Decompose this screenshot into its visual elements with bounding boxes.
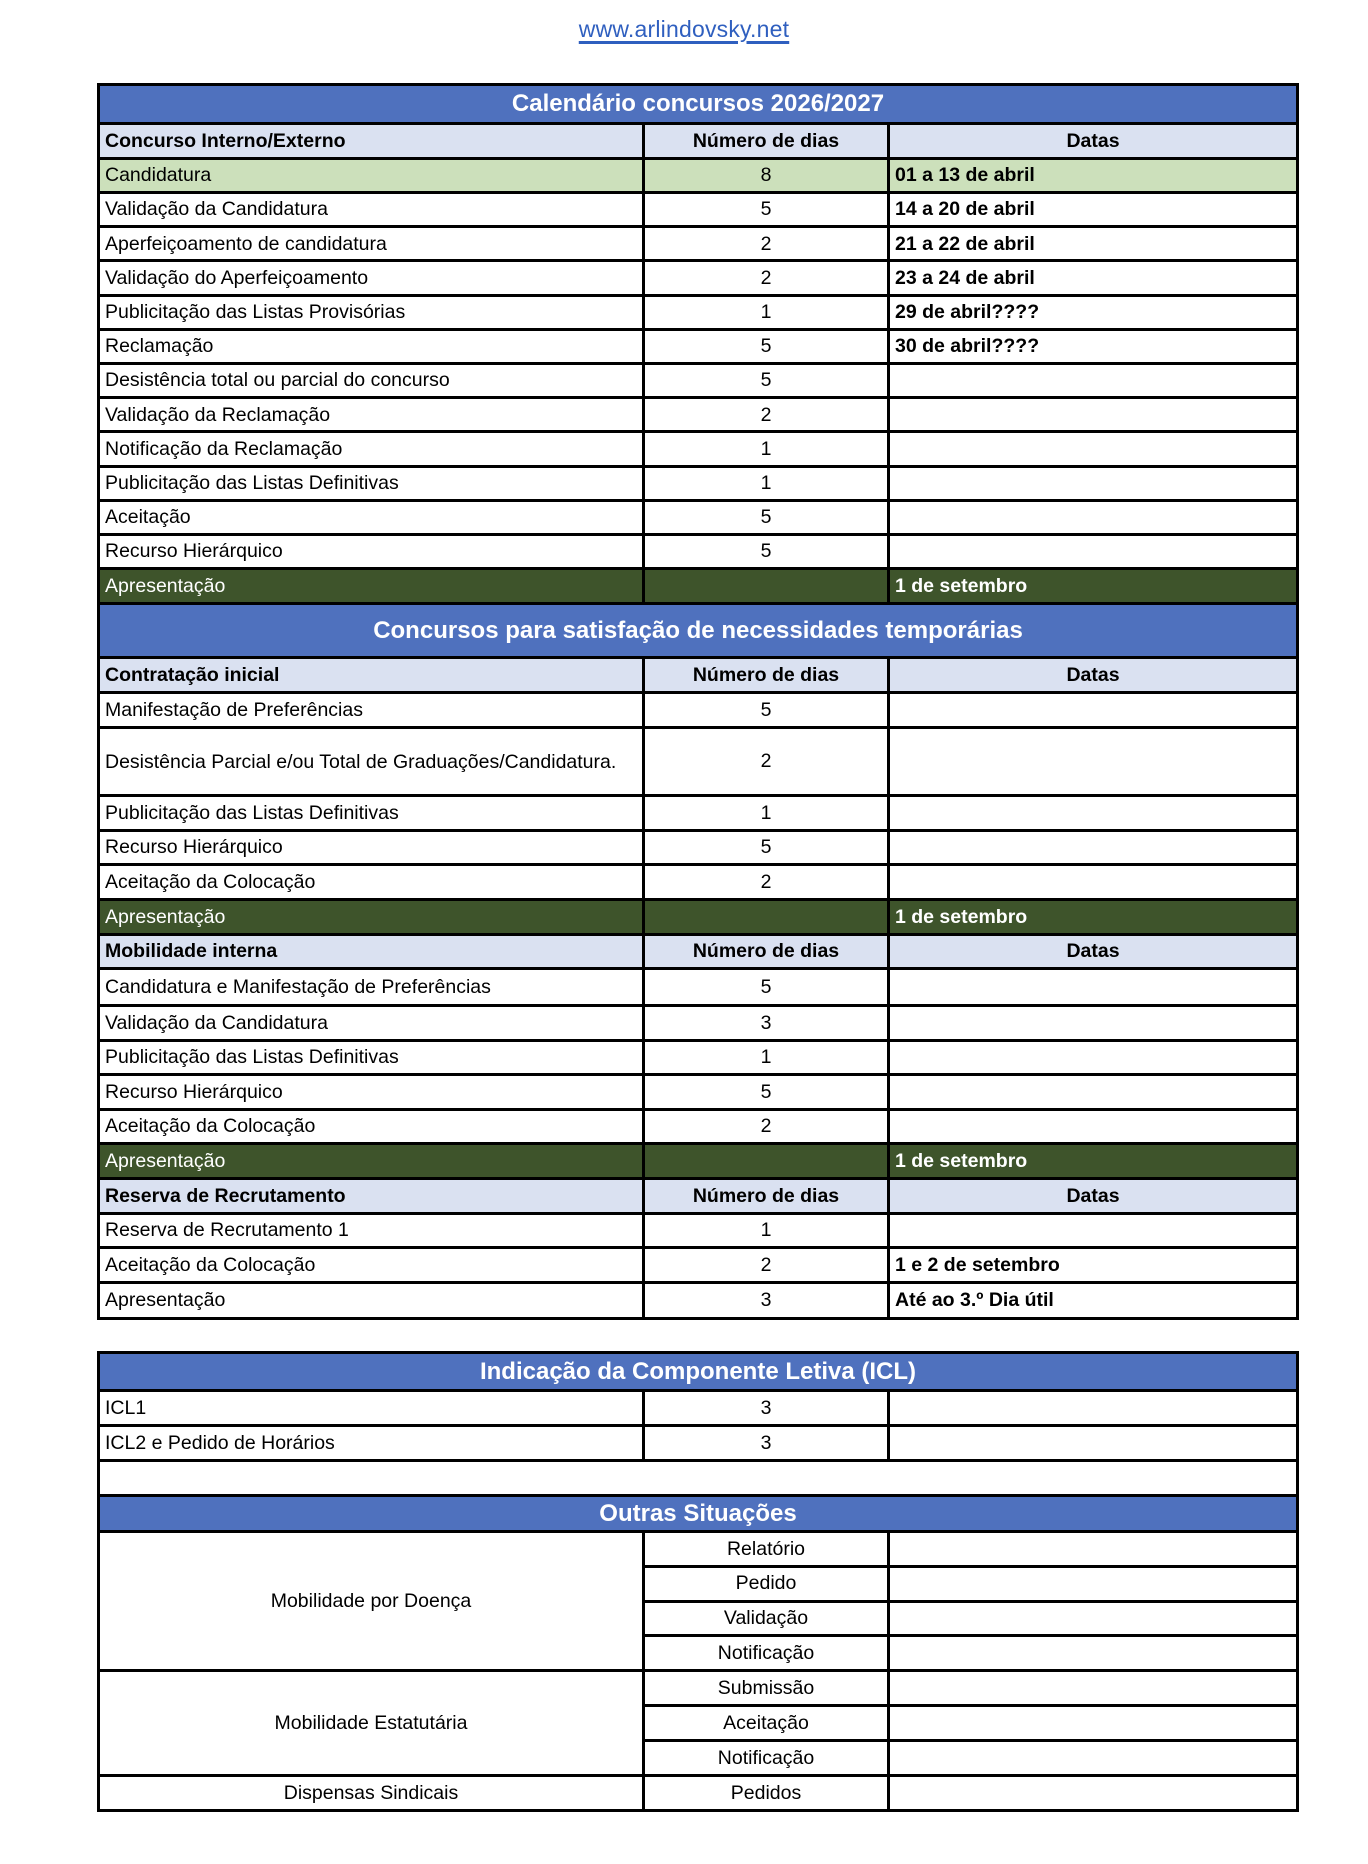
table-row <box>99 969 1298 1006</box>
apresentacao-days <box>644 569 889 604</box>
temporary-title-row <box>99 604 1298 658</box>
outras-row <box>99 1776 1298 1811</box>
row-label: Aceitação <box>99 500 644 534</box>
table-row <box>99 227 1298 261</box>
row-date <box>889 865 1298 900</box>
section-header-label: Concurso Interno/Externo <box>99 124 644 159</box>
row-date <box>889 466 1298 500</box>
outras-date <box>889 1671 1298 1706</box>
row-label: Validação da Candidatura <box>99 193 644 227</box>
table-row <box>99 432 1298 466</box>
row-days: 2 <box>644 398 889 432</box>
row-label: Recurso Hierárquico <box>99 1075 644 1110</box>
row-date <box>889 969 1298 1006</box>
row-date: 1 e 2 de setembro <box>889 1248 1298 1283</box>
row-label: Manifestação de Preferências <box>99 693 644 728</box>
section-header-row <box>99 124 1298 159</box>
row-days: 2 <box>644 227 889 261</box>
outras-date <box>889 1532 1298 1567</box>
row-label: Apresentação <box>99 1283 644 1319</box>
apresentacao-date: 1 de setembro <box>889 569 1298 604</box>
section-header-row <box>99 1179 1298 1214</box>
outras-group-label: Mobilidade Estatutária <box>99 1671 644 1776</box>
apresentacao-label: Apresentação <box>99 569 644 604</box>
column-header-dates: Datas <box>889 1179 1298 1214</box>
row-label: Validação da Candidatura <box>99 1006 644 1041</box>
row-date <box>889 500 1298 534</box>
row-label: Candidatura <box>99 159 644 193</box>
icl-label: ICL1 <box>99 1391 644 1426</box>
row-date <box>889 1006 1298 1041</box>
row-days: 3 <box>644 1283 889 1319</box>
row-date <box>889 363 1298 397</box>
row-label: Candidatura e Manifestação de Preferências <box>99 969 644 1006</box>
row-date: 14 a 20 de abril <box>889 193 1298 227</box>
outras-group-label: Mobilidade por Doença <box>99 1532 644 1671</box>
row-days: 5 <box>644 1075 889 1110</box>
table-row <box>99 398 1298 432</box>
outras-step: Submissão <box>644 1671 889 1706</box>
table-row <box>99 466 1298 500</box>
calendar-table <box>97 83 1299 1320</box>
section-header-label: Contratação inicial <box>99 658 644 693</box>
outras-date <box>889 1636 1298 1671</box>
section-header-row <box>99 935 1298 969</box>
section-header-row <box>99 658 1298 693</box>
icl-days: 3 <box>644 1426 889 1461</box>
row-date <box>889 1041 1298 1075</box>
row-days: 8 <box>644 159 889 193</box>
icl-date <box>889 1426 1298 1461</box>
icl-row <box>99 1391 1298 1426</box>
apresentacao-days <box>644 900 889 935</box>
row-label: Recurso Hierárquico <box>99 534 644 568</box>
outras-row <box>99 1671 1298 1706</box>
row-date <box>889 728 1298 796</box>
table-row <box>99 1214 1298 1248</box>
apresentacao-row <box>99 1144 1298 1179</box>
row-days: 5 <box>644 831 889 865</box>
outras-date <box>889 1741 1298 1776</box>
table-row <box>99 796 1298 831</box>
table-row <box>99 329 1298 363</box>
outras-step: Notificação <box>644 1741 889 1776</box>
icl-date <box>889 1391 1298 1426</box>
row-days: 2 <box>644 1248 889 1283</box>
spacer-row <box>99 1461 1298 1496</box>
outras-group-label: Dispensas Sindicais <box>99 1776 644 1811</box>
table-row <box>99 1283 1298 1319</box>
row-label: Notificação da Reclamação <box>99 432 644 466</box>
table-row <box>99 193 1298 227</box>
outras-step: Validação <box>644 1601 889 1636</box>
table-row <box>99 728 1298 796</box>
table-row <box>99 1041 1298 1075</box>
row-label: Reclamação <box>99 329 644 363</box>
row-label: Desistência Parcial e/ou Total de Graduações/Candidatura. <box>99 728 644 796</box>
outras-date <box>889 1566 1298 1601</box>
row-days: 3 <box>644 1006 889 1041</box>
row-days: 5 <box>644 969 889 1006</box>
apresentacao-row <box>99 569 1298 604</box>
row-days: 5 <box>644 693 889 728</box>
row-label: Publicitação das Listas Provisórias <box>99 295 644 329</box>
row-label: Desistência total ou parcial do concurso <box>99 363 644 397</box>
table-row <box>99 693 1298 728</box>
table-row <box>99 1248 1298 1283</box>
outras-step: Aceitação <box>644 1706 889 1741</box>
column-header-days: Número de dias <box>644 124 889 159</box>
table-row <box>99 1075 1298 1110</box>
row-date: 01 a 13 de abril <box>889 159 1298 193</box>
row-date: 29 de abril???? <box>889 295 1298 329</box>
row-days: 2 <box>644 261 889 295</box>
outras-date <box>889 1706 1298 1741</box>
table-title: Calendário concursos 2026/2027 <box>99 85 1298 124</box>
outras-date <box>889 1601 1298 1636</box>
column-header-days: Número de dias <box>644 1179 889 1214</box>
table-row <box>99 865 1298 900</box>
table-row <box>99 159 1298 193</box>
row-label: Reserva de Recrutamento 1 <box>99 1214 644 1248</box>
row-label: Aperfeiçoamento de candidatura <box>99 227 644 261</box>
table-row <box>99 1006 1298 1041</box>
website-link-text[interactable]: www.arlindovsky.net <box>578 16 790 42</box>
icl-days: 3 <box>644 1391 889 1426</box>
row-days: 5 <box>644 534 889 568</box>
outras-step: Pedido <box>644 1566 889 1601</box>
apresentacao-date: 1 de setembro <box>889 900 1298 935</box>
section-header-label: Mobilidade interna <box>99 935 644 969</box>
temporary-section-title: Concursos para satisfação de necessidades temporárias <box>99 604 1298 658</box>
row-date: 21 a 22 de abril <box>889 227 1298 261</box>
row-date <box>889 831 1298 865</box>
row-date <box>889 398 1298 432</box>
icl-label: ICL2 e Pedido de Horários <box>99 1426 644 1461</box>
row-days: 2 <box>644 865 889 900</box>
apresentacao-row <box>99 900 1298 935</box>
row-date: Até ao 3.º Dia útil <box>889 1283 1298 1319</box>
icl-title-row <box>99 1353 1298 1391</box>
table-row <box>99 261 1298 295</box>
empty-row <box>99 1461 1298 1496</box>
outras-title-row <box>99 1496 1298 1532</box>
row-date <box>889 796 1298 831</box>
row-label: Validação do Aperfeiçoamento <box>99 261 644 295</box>
row-days: 1 <box>644 295 889 329</box>
apresentacao-label: Apresentação <box>99 900 644 935</box>
row-days: 1 <box>644 466 889 500</box>
row-days: 5 <box>644 363 889 397</box>
row-date <box>889 1214 1298 1248</box>
row-days: 1 <box>644 432 889 466</box>
row-date <box>889 432 1298 466</box>
outras-step: Relatório <box>644 1532 889 1567</box>
apresentacao-date: 1 de setembro <box>889 1144 1298 1179</box>
row-label: Aceitação da Colocação <box>99 1248 644 1283</box>
title-row <box>99 85 1298 124</box>
row-label: Validação da Reclamação <box>99 398 644 432</box>
row-days: 5 <box>644 193 889 227</box>
outras-row <box>99 1532 1298 1567</box>
icl-title: Indicação da Componente Letiva (ICL) <box>99 1353 1298 1391</box>
table-row <box>99 295 1298 329</box>
row-label: Publicitação das Listas Definitivas <box>99 1041 644 1075</box>
section-header-label: Reserva de Recrutamento <box>99 1179 644 1214</box>
row-label: Aceitação da Colocação <box>99 1110 644 1144</box>
row-days: 1 <box>644 1214 889 1248</box>
row-date <box>889 534 1298 568</box>
apresentacao-days <box>644 1144 889 1179</box>
row-date <box>889 1110 1298 1144</box>
row-date <box>889 693 1298 728</box>
icl-and-other-table <box>97 1351 1299 1812</box>
table-row <box>99 831 1298 865</box>
row-date: 23 a 24 de abril <box>889 261 1298 295</box>
apresentacao-label: Apresentação <box>99 1144 644 1179</box>
row-days: 1 <box>644 1041 889 1075</box>
table-row <box>99 1110 1298 1144</box>
column-header-dates: Datas <box>889 658 1298 693</box>
row-date <box>889 1075 1298 1110</box>
row-label: Publicitação das Listas Definitivas <box>99 796 644 831</box>
row-label: Publicitação das Listas Definitivas <box>99 466 644 500</box>
table-row <box>99 500 1298 534</box>
row-label: Recurso Hierárquico <box>99 831 644 865</box>
icl-row <box>99 1426 1298 1461</box>
outras-step: Notificação <box>644 1636 889 1671</box>
row-date: 30 de abril???? <box>889 329 1298 363</box>
table-row <box>99 534 1298 568</box>
row-days: 1 <box>644 796 889 831</box>
outras-title: Outras Situações <box>99 1496 1298 1532</box>
table-row <box>99 363 1298 397</box>
row-days: 5 <box>644 500 889 534</box>
column-header-days: Número de dias <box>644 658 889 693</box>
column-header-dates: Datas <box>889 935 1298 969</box>
outras-step: Pedidos <box>644 1776 889 1811</box>
row-label: Aceitação da Colocação <box>99 865 644 900</box>
column-header-dates: Datas <box>889 124 1298 159</box>
outras-date <box>889 1776 1298 1811</box>
row-days: 2 <box>644 728 889 796</box>
column-header-days: Número de dias <box>644 935 889 969</box>
website-link[interactable] <box>0 16 1368 43</box>
row-days: 2 <box>644 1110 889 1144</box>
row-days: 5 <box>644 329 889 363</box>
